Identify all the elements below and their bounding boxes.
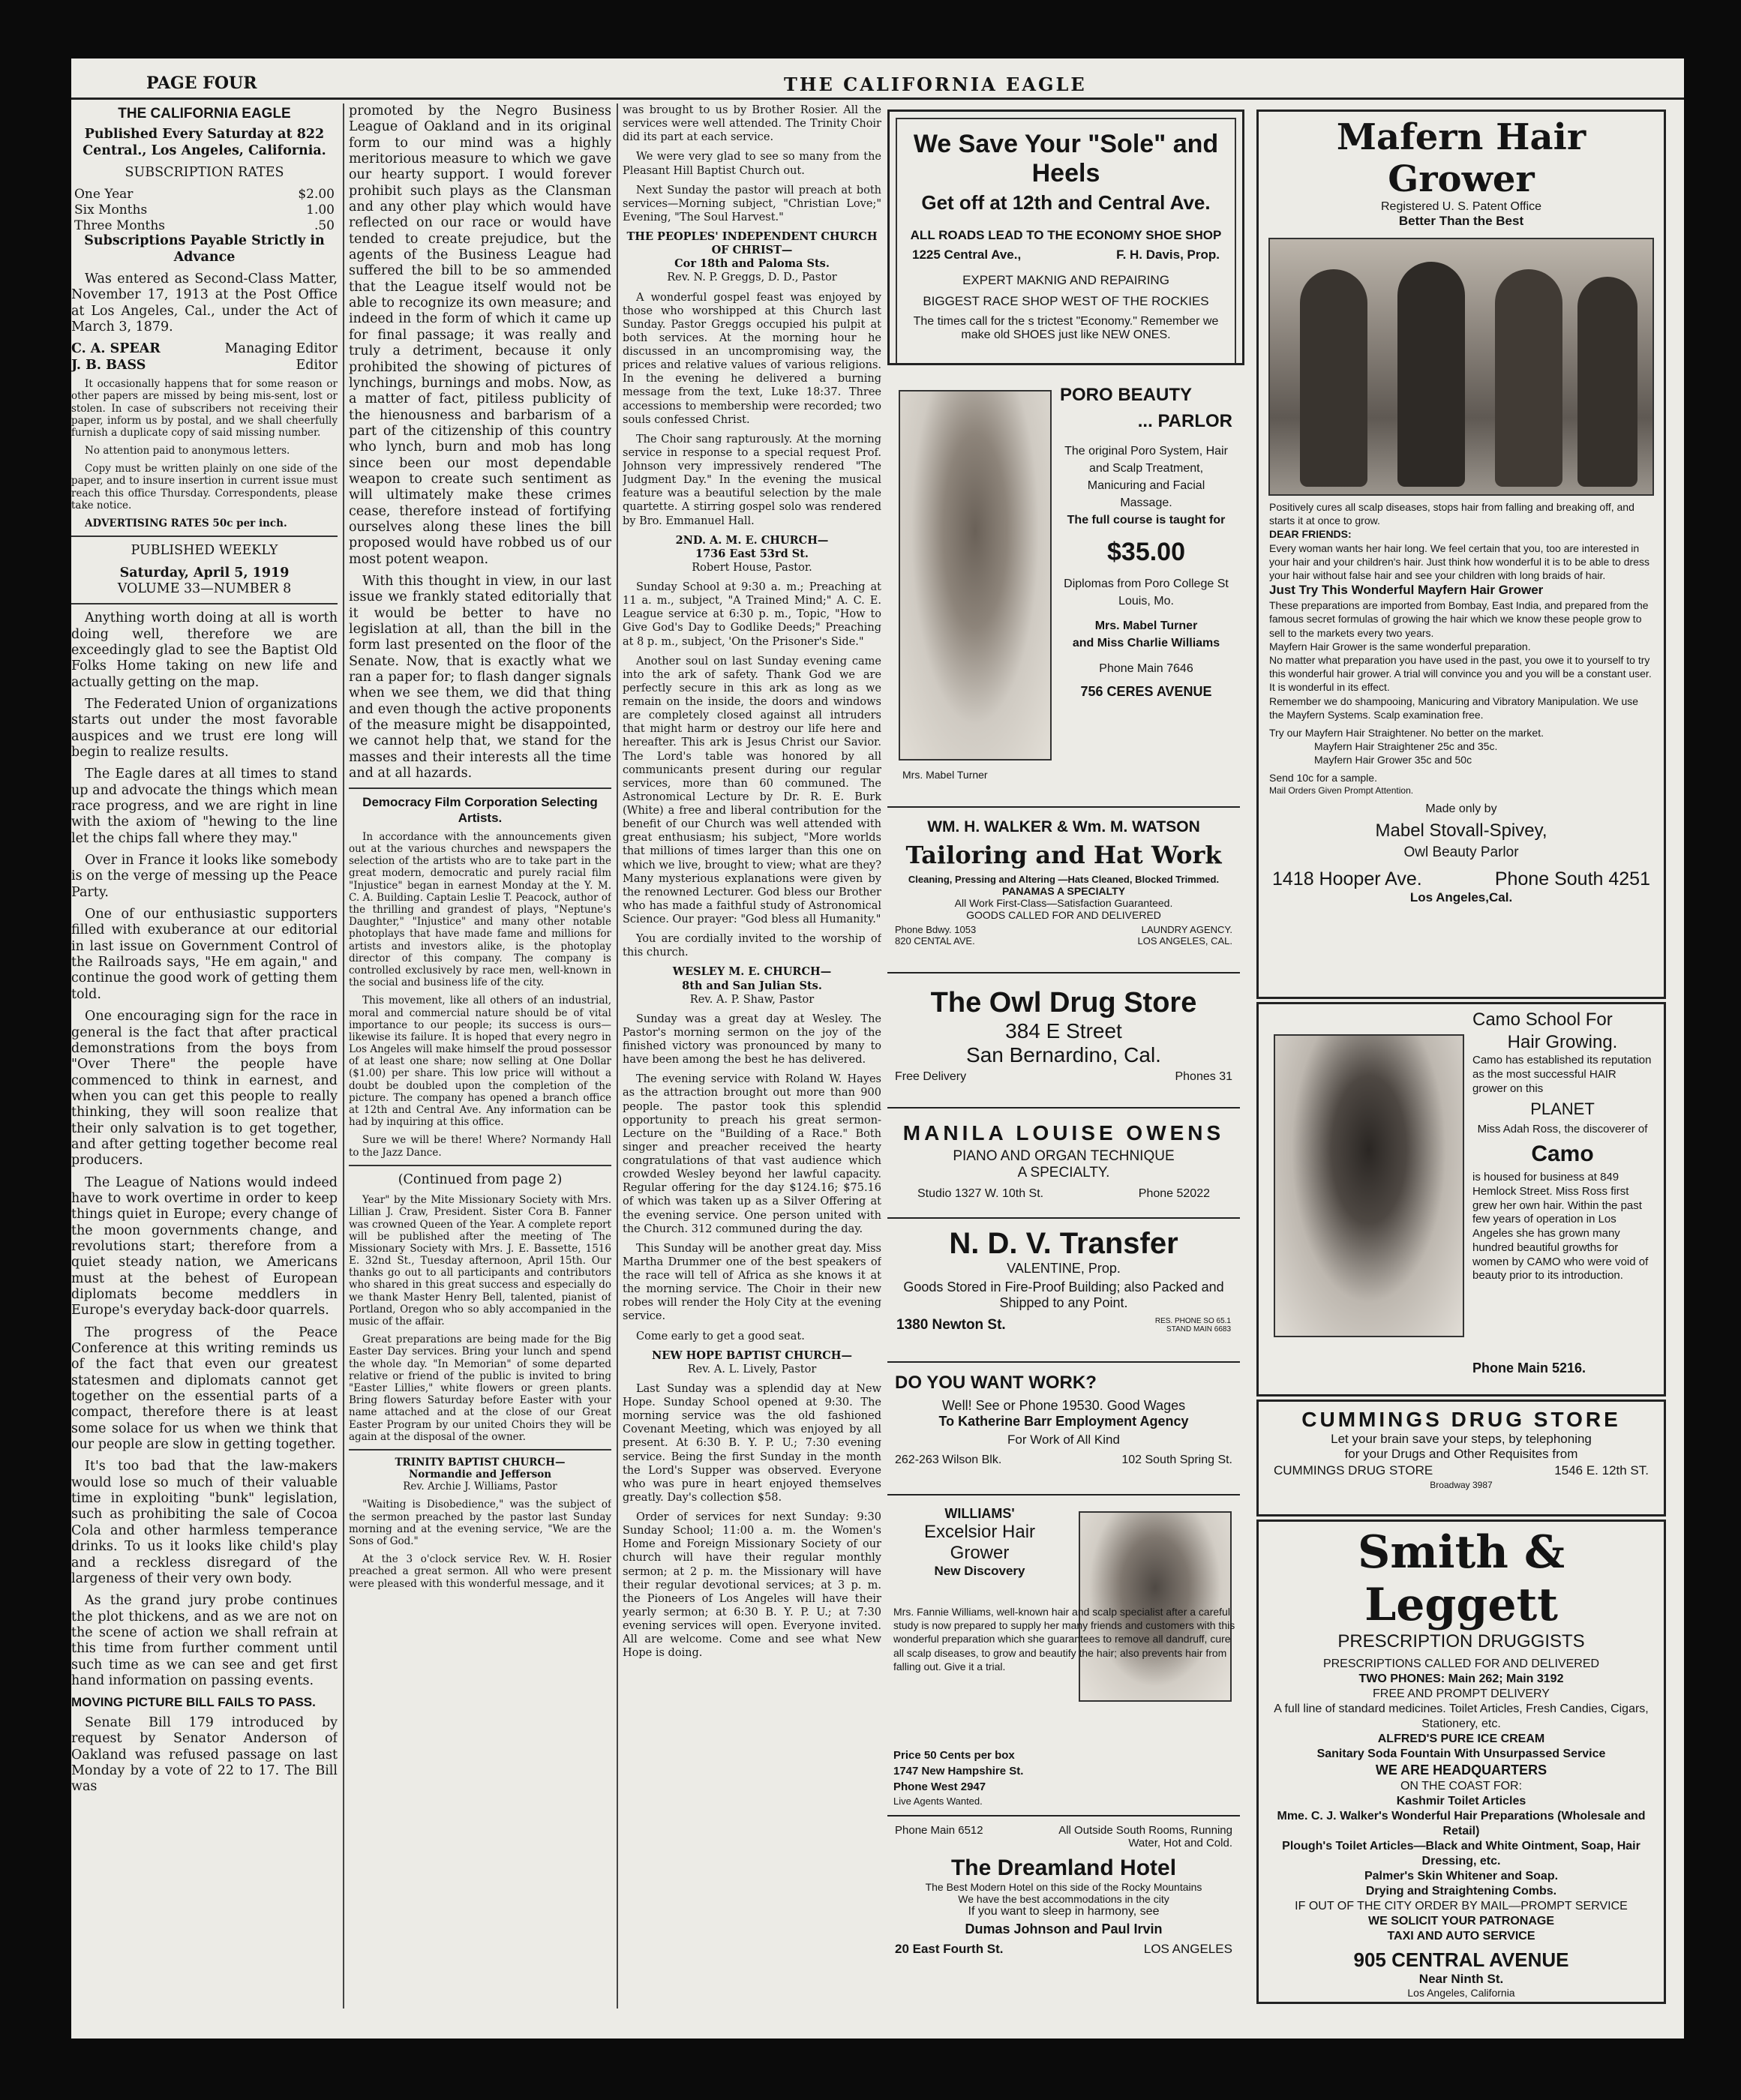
poro-diploma: Diplomas from Poro College St Louis, Mo. — [1064, 577, 1229, 608]
tailor-names: WM. H. WALKER & Wm. M. WATSON — [927, 818, 1200, 836]
ad-manila-owens — [887, 1112, 1240, 1219]
ad-employment — [887, 1366, 1240, 1496]
staff-managing: C. A. SPEAR Managing Editor — [71, 341, 338, 357]
notice-text: It occasionally happens that for some reason or other papers are missed by being mis-sent, lost or stolen. In case of subscribers not receiving their paper, inform us by postal, and we shall cheerfully furnish a duplicate copy of said missing number. — [71, 378, 338, 439]
smith-line: PRESCRIPTIONS CALLED FOR AND DELIVERED — [1322, 1658, 1600, 1670]
notice-anonymous: No attention paid to anonymous letters. — [85, 445, 290, 458]
church-paragraph: A wonderful gospel feast was enjoyed by those who worshipped at this Church last Sunday. Pastor Greggs occupied his pulpit at both services. At the morning hour he discussed in an uncompromising way, the prices and relative values of various religions. In the evening he delivered a burning message from the text, Luke 18:37. Three accessions to membership were recorded; two souls confessed Christ. — [623, 291, 881, 426]
mafern-paragraph: Send 10c for a sample. — [1269, 772, 1377, 784]
mafern-figure — [1577, 277, 1637, 487]
tailor-line: Cleaning, Pressing and Altering —Hats Cleaned, Blocked Trimmed. — [908, 874, 1220, 885]
editorial-paragraph: Anything worth doing at all is worth doing well, therefore we are exceedingly glad to see the Baptist Old Folks Home taking on new life and actually getting on the map. — [71, 610, 338, 690]
dreamland-line: If you want to sleep in harmony, see — [968, 1905, 1160, 1918]
poro-address: 756 CERES AVENUE — [1080, 683, 1212, 699]
owl-title: The Owl Drug Store — [930, 987, 1197, 1018]
cummings-line: for your Drugs and Other Requisites from — [1344, 1447, 1578, 1461]
payable-note: Subscriptions Payable Strictly in Advance — [84, 233, 325, 265]
mafern-made: Made only by — [1425, 802, 1497, 816]
ame-address: 1736 East 53rd St. — [695, 547, 809, 560]
smith-line: ON THE COAST FOR: — [1400, 1779, 1523, 1792]
published-line: Published Every Saturday at 822 Central., Los Angeles, California. — [83, 127, 326, 158]
smith-line: Plough's Toilet Articles—Black and White Ointment, Soap, Hair Dressing, etc. — [1282, 1839, 1640, 1868]
ad-camo-school — [1256, 1002, 1666, 1396]
tailor-line: All Work First-Class—Satisfaction Guaranteed. — [954, 897, 1173, 909]
camo-paragraph: is housed for business at 849 Hemlock Street. Miss Ross first grew her own hair. Within the past few years of operation in Los Angeles she has grown many hundred beautiful growths for women by CAMO who were void of beauty prior to its introduction. — [1472, 1171, 1649, 1282]
continued-paragraph: Year" by the Mite Missionary Society with Mrs. Lillian J. Craw, President. Sister Cora B. Fanner was crowned Queen of the Year. A complete report will be published after the meeting of The Missionary Society with Mrs. J. E. Bassette, 1516 E. 32nd St., Tuesday afternoon, April 15th. Our thanks go out to all participants and contributors who shared in this great success and especially do we thank Master Henry Bell, talented, pianist of Portland, Oregon who so ably accompanied in the music of the affair. — [349, 1194, 611, 1328]
mafern-photo — [1268, 238, 1654, 496]
paper-name: THE CALIFORNIA EAGLE — [784, 74, 1087, 95]
ame-pastor: Robert House, Pastor. — [692, 561, 812, 574]
camo-paragraph: Miss Adah Ross, the discoverer of — [1477, 1122, 1648, 1136]
ad-poro-beauty — [887, 368, 1240, 808]
peoples-address: Cor 18th and Paloma Sts. — [674, 257, 830, 271]
smith-line: A full line of standard medicines. Toilet Articles, Fresh Candies, Cigars, Stationery, etc. — [1274, 1702, 1649, 1730]
column-rule — [617, 104, 618, 2008]
shoe-headline: We Save Your "Sole" and Heels — [913, 130, 1219, 188]
williams-description: Mrs. Fannie Williams, well-known hair and scalp specialist after a careful study is now prepared to supply her many friends and customers with this wonderful preparation which she guarantees to remove all dandruff, cure all scalp diseases, to grow and beautify the hair; also prevents hair from falling out. Give it a trial. — [893, 1606, 1235, 1672]
dreamland-top: Phone Main 6512 All Outside South Rooms, Running Water, Hot and Cold. — [895, 1824, 1232, 1850]
williams-title: WILLIAMS' — [944, 1506, 1015, 1521]
church-paragraph: Order of services for next Sunday: 9:30 Sunday School; 11:00 a. m. the Women's Home and Foreign Missionary Society of our church will have their regular monthly sermon; at 2 p. m. the Missionary will have their regular devotional services; at 3 p. m. the Pioneers of Los Angeles will have their yearly sermon; at 6:30 B. Y. P. U.; at 7:30 evening services will open. Everyone invited. All are welcome. Come and see what New Hope is doing. — [623, 1511, 881, 1660]
ndv-line: Goods Stored in Fire-Proof Building; also Packed and Shipped to any Point. — [903, 1280, 1224, 1310]
church-paragraph: This Sunday will be another great day. Miss Martha Drummer one of the best speakers of the race will tell of Africa as she knows it at the morning service. The Choir in their new robes will render the Holy City at the evening service. — [623, 1242, 881, 1323]
smith-line: IF OUT OF THE CITY ORDER BY MAIL—PROMPT SERVICE — [1295, 1899, 1628, 1912]
church-paragraph: Sunday was a great day at Wesley. The Pastor's morning sermon on the joy of the finished victory was pronounced by many to have been among the best he has delivered. — [623, 1012, 881, 1066]
tailor-contact: Phone Bdwy. 1053 LAUNDRY AGENCY. — [895, 924, 1232, 935]
newspaper-page — [71, 58, 1684, 2038]
mafern-paragraph: Try our Mayfern Hair Straightener. No better on the market. — [1269, 726, 1544, 739]
smith-line: TWO PHONES: Main 262; Main 3192 — [1358, 1672, 1564, 1685]
poro-taught: The full course is taught for — [1067, 514, 1226, 527]
mafern-paragraph: Mayfern Hair Grower 35c and 50c — [1314, 754, 1472, 766]
poro-phone: Phone Main 7646 — [1099, 662, 1193, 675]
smith-line: Mme. C. J. Walker's Wonderful Hair Preparations (Wholesale and Retail) — [1277, 1809, 1646, 1838]
smith-line: Drying and Straightening Combs. — [1365, 1884, 1557, 1898]
dreamland-title: The Dreamland Hotel — [950, 1856, 1177, 1880]
shoe-address-row: 1225 Central Ave., F. H. Davis, Prop. — [912, 248, 1220, 262]
poro-portrait — [899, 390, 1052, 760]
rate-row: Three Months .50 — [74, 218, 335, 233]
mafern-title: Mafern Hair Grower — [1336, 116, 1586, 200]
smith-city: Los Angeles, California — [1407, 1986, 1515, 1999]
mafern-registered: Registered U. S. Patent Office — [1380, 200, 1542, 213]
trinity-heading: TRINITY BAPTIST CHURCH— — [395, 1456, 566, 1468]
smith-subtitle: PRESCRIPTION DRUGGISTS — [1337, 1631, 1585, 1652]
shoe-line: EXPERT MAKNIG AND REPAIRING — [962, 273, 1169, 287]
divider — [349, 1449, 611, 1450]
shoe-line: BIGGEST RACE SHOP WEST OF THE ROCKIES — [923, 294, 1209, 308]
trinity-address: Normandie and Jefferson — [408, 1468, 552, 1481]
newhope-pastor: Rev. A. L. Lively, Pastor — [687, 1363, 817, 1376]
mafern-maker: Mabel Stovall-Spivey, — [1375, 820, 1547, 842]
bill-paragraph: Senate Bill 179 introduced by request by Senator Anderson of Oakland was refused passage on last Monday by a vote of 22 to 17. The Bill was — [71, 1714, 338, 1795]
work-line: Well! See or Phone 19530. Good Wages — [941, 1398, 1186, 1413]
church-paragraph: was brought to us by Brother Rosier. All the services were well attended. The Trinity Choir did its part at each service. — [623, 104, 881, 144]
ndv-prop: VALENTINE, Prop. — [1007, 1261, 1121, 1276]
column-editorial — [71, 104, 338, 2024]
camo-title-2: Hair Growing. — [1507, 1032, 1618, 1052]
smith-line: TAXI AND AUTO SERVICE — [1387, 1929, 1535, 1942]
ndv-title: N. D. V. Transfer — [949, 1227, 1178, 1260]
column-rule — [343, 104, 344, 2008]
editorial-paragraph: The progress of the Peace Conference at this writing reminds us of the fact that even our greatest statesmen and diplomats cannot get together on the essential parts of a compact, therefore there is at least some solace for us when we think that our people are slow in getting together. — [71, 1324, 338, 1453]
mafern-contact: 1418 Hooper Ave. Phone South 4251 — [1272, 868, 1650, 890]
camo-planet: PLANET — [1530, 1100, 1595, 1119]
ad-tailoring — [887, 811, 1240, 974]
poro-title: PORO BEAUTY — [1060, 385, 1193, 405]
column-news — [349, 104, 611, 2024]
masthead — [71, 68, 1684, 100]
peoples-pastor: Rev. N. P. Greggs, D. D., Pastor — [667, 272, 837, 284]
mafern-figure — [1397, 262, 1465, 487]
ad-cummings-drug — [1256, 1400, 1666, 1516]
editorial-paragraph: It's too bad that the law-makers would lose so much of their valuable time in exploiting "bunk" legislation, such as prohibiting the sale of Cocoa Cola and other harmless temperance drinks. To us it looks like child's play and a reckless disregard of the largeness of their very own body. — [71, 1459, 338, 1586]
advertising-rates: ADVERTISING RATES 50c per inch. — [85, 518, 287, 530]
poro-description: The original Poro System, Hair and Scalp Treatment, Manicuring and Facial Massage. — [1064, 444, 1228, 510]
ad-shoe-shop — [887, 110, 1244, 365]
church-paragraph: Another soul on last Sunday evening came into the ark of safety. Thank God we are perfectly secure in this ark as long as we remain on the inside, the doors and windows are completely closed against all intruders that might harm or destroy our life here and hereafter. This ark is Jesus Christ our Savior. The Lord's table was honored by all communicants present during our regular services, more than 60 communed. The Astronomical Lecture by Dr. R. E. Burk (White) a free and liberal contribution for the benefit of our Church was well attended with great enthusiasm; his subject, "More worlds that millions of times larger than this one on which we live, brought to view; what are they? Many mysterious explanations were given by the renowned Lecturer. God bless our Brother who has made a faithful study of Astronomical Science. Our prayer: "God bless all Humanity." — [623, 655, 881, 926]
mafern-text — [1259, 500, 1664, 796]
continued-paragraph: Great preparations are being made for the Big Easter Day services. Bring your lunch and spend the whole day. "In Memorian" of some departed relative or friend of the public is invited to bring "Easter Lillies," white flowers or green plants. Bring flowers Saturday before Easter with your name attached and at the close of our Great Easter Program by our united Choirs they will be again at the disposal of the owner. — [349, 1334, 611, 1443]
ad-dreamland-hotel — [887, 1821, 1240, 1994]
poro-names-2: and Miss Charlie Williams — [1072, 637, 1220, 650]
dreamland-line: The Best Modern Hotel on this side of the Rocky Mountains — [925, 1881, 1202, 1893]
mafern-caption: Positively cures all scalp diseases, stops hair from falling and breaking off, and starts it at once to grow. — [1269, 501, 1634, 527]
williams-header — [893, 1506, 1066, 1579]
camo-text — [1472, 1009, 1652, 1283]
manila-name: MANILA LOUISE OWENS — [902, 1121, 1225, 1144]
smith-line: WE ARE HEADQUARTERS — [1375, 1762, 1547, 1778]
church-paragraph: Next Sunday the pastor will preach at both services—Morning subject, "Christian Love;" Evening, "The Soul Harvest." — [623, 184, 881, 224]
mafern-paragraph: Remember we do shampooing, Manicuring and Vibratory Manipulation. We use the Mayfern Systems. Scalp examination free. — [1269, 694, 1639, 721]
camo-paragraph: Camo has established its reputation as the most successful HAIR grower on this — [1472, 1054, 1652, 1095]
poro-price: $35.00 — [1107, 537, 1185, 566]
camo-portrait — [1274, 1034, 1464, 1337]
mafern-paragraph: No matter what preparation you have used in the past, you owe it to yourself to try this wonderful hair grower. A trial will convince you and you will be a constant user. It is wonderful in its effect. — [1269, 653, 1652, 694]
tailor-title: Tailoring and Hat Work — [905, 841, 1222, 869]
shoe-subhead: Get off at 12th and Central Ave. — [921, 191, 1211, 214]
tailor-contact-2: 820 CENTAL AVE. LOS ANGELES, CAL. — [895, 935, 1232, 946]
editorial-paragraph: The Federated Union of organizations starts out under the most favorable auspices and we trust ere long will begin to realize results. — [71, 696, 338, 760]
smith-title: Smith & Leggett — [1357, 1526, 1565, 1631]
mafern-parlor: Owl Beauty Parlor — [1403, 844, 1519, 861]
poro-text — [1060, 382, 1232, 701]
poro-title-2: ... PARLOR — [1137, 410, 1232, 431]
manila-contact: Studio 1327 W. 10th St. Phone 52022 — [917, 1187, 1210, 1200]
shoe-line: The times call for the s trictest "Economy." Remember we make old SHOES just like NEW ONES. — [913, 315, 1219, 341]
divider — [71, 536, 338, 537]
peoples-heading: THE PEOPLES' INDEPENDENT CHURCH OF CHRIST— — [626, 230, 878, 257]
trinity-pastor: Rev. Archie J. Williams, Pastor — [403, 1480, 557, 1493]
cummings-title: CUMMINGS DRUG STORE — [1301, 1408, 1621, 1431]
manila-line: PIANO AND ORGAN TECHNIQUE — [953, 1148, 1175, 1164]
newhope-heading: NEW HOPE BAPTIST CHURCH— — [652, 1348, 852, 1362]
cummings-line: Let your brain save your steps, by telephoning — [1331, 1432, 1592, 1446]
smith-line: ALFRED'S PURE ICE CREAM — [1377, 1732, 1545, 1745]
editorial-paragraph: The Eagle dares at all times to stand up and advocate the things which mean race progress, and we are right in line with the axiom of "hewing to the line let the chips fall where they may." — [71, 766, 338, 846]
tailor-line: GOODS CALLED FOR AND DELIVERED — [966, 909, 1161, 921]
smith-line: Palmer's Skin Whitener and Soap. — [1364, 1869, 1559, 1882]
film-headline: Democracy Film Corporation Selecting Artists. — [362, 795, 598, 826]
divider — [349, 788, 611, 789]
mafern-paragraph: Mail Orders Given Prompt Attention. — [1269, 784, 1414, 796]
cummings-phone: Broadway 3987 — [1430, 1480, 1493, 1490]
ame-heading: 2ND. A. M. E. CHURCH— — [675, 533, 829, 547]
trinity-paragraph: At the 3 o'clock service Rev. W. H. Rosier preached a great sermon. All who were present were pleased with this wonderful message, and it — [349, 1553, 611, 1590]
smith-line: WE SOLICIT YOUR PATRONAGE — [1367, 1914, 1554, 1928]
poro-names: Mrs. Mabel Turner — [1094, 620, 1198, 633]
work-line: For Work of All Kind — [1007, 1432, 1120, 1447]
editorial-paragraph: One encouraging sign for the race in general is the fact that after practical demonstrations from the boys from "Over There" the people have commenced to think in earnest, and when you can get this people to really thinking, they will soon realize that their only salvation is to get together, and after getting together become real producers. — [71, 1009, 338, 1168]
mafern-paragraph: These preparations are imported from Bombay, East India, and prepared from the famous secret formulas of growing the hair which we know these people grow to sell to the markets every two years. — [1269, 599, 1649, 639]
owl-contact: Free Delivery Phones 31 — [895, 1070, 1232, 1083]
tailor-line: PANAMAS A SPECIALTY — [1001, 885, 1126, 897]
volume-number: VOLUME 33—NUMBER 8 — [117, 580, 292, 596]
smith-line: Sanitary Soda Fountain With Unsurpassed Service — [1316, 1748, 1606, 1760]
mafern-figure — [1300, 269, 1367, 487]
mafern-paragraph: Mayfern Hair Grower is the same wonderful preparation. — [1269, 640, 1531, 652]
page-label: PAGE FOUR — [146, 74, 257, 93]
williams-title-3: New Discovery — [934, 1564, 1025, 1578]
editorial-paragraph: Over in France it looks like somebody is on the verge of messing up the Peace Party. — [71, 853, 338, 900]
wesley-pastor: Rev. A. P. Shaw, Pastor — [689, 993, 815, 1006]
owl-city: San Bernardino, Cal. — [966, 1043, 1161, 1066]
cummings-contact: CUMMINGS DRUG STORE 1546 E. 12th ST. — [1274, 1463, 1649, 1478]
editorial-paragraph: As the grand jury probe continues the plot thickens, and as we are not on the scene of action we shall refrain at this time from further comment until such time as we can see and get first hand information on passing events. — [71, 1593, 338, 1688]
rate-row: One Year $2.00 — [74, 187, 335, 202]
williams-title-2: Excelsior Hair Grower — [923, 1522, 1036, 1563]
church-paragraph: Come early to get a good seat. — [636, 1330, 805, 1342]
work-contact: 262-263 Wilson Blk. 102 South Spring St. — [895, 1454, 1232, 1466]
smith-address: 905 CENTRAL AVENUE — [1353, 1948, 1569, 1971]
work-title: DO YOU WANT WORK? — [895, 1372, 1097, 1393]
ad-mafern-hair — [1256, 110, 1666, 999]
divider — [71, 603, 338, 604]
smith-near: Near Ninth St. — [1418, 1971, 1504, 1986]
dreamland-line: We have the best accommodations in the city — [958, 1893, 1169, 1905]
mafern-city: Los Angeles,Cal. — [1409, 890, 1513, 905]
mafern-better: Better Than the Best — [1398, 214, 1524, 228]
camo-phone: Phone Main 5216. — [1472, 1360, 1586, 1376]
trinity-paragraph: "Waiting is Disobedience," was the subject of the sermon preached by the pastor last Sunday morning and at the evening service, "We are the Sons of God." — [349, 1498, 611, 1547]
published-weekly: PUBLISHED WEEKLY — [131, 543, 278, 559]
film-paragraph: In accordance with the announcements given out at the various churches and newspapers the selection of the artists who are to take part in the great modern, democratic and purely racial film "Injustice" began in earnest Monday at the Y. M. C. A. Building. Captain Leslie T. Peacock, author of the thrilling and grandest of plays, "Neptune's Daughter," "Injustice" and many other notable photoplays that have made fame and millions for artists and investors alike, is the photoplay director of this company. The company is controlled exclusively by race men, well-known in the social and business life of the city. — [349, 830, 611, 989]
editorial-paragraph: One of our enthusiastic supporters filled with exuberance at our editorial in last issue on Government Control of the Railroads says, "He em again," and continue the good work of getting them told. — [71, 907, 338, 1002]
film-paragraph: Sure we will be there! Where? Normandy Hall to the Jazz Dance. — [349, 1134, 611, 1159]
rate-row: Six Months 1.00 — [74, 202, 335, 218]
bill-headline: MOVING PICTURE BILL FAILS TO PASS. — [71, 1695, 316, 1710]
wesley-heading: WESLEY M. E. CHURCH— — [672, 965, 832, 979]
camo-title: Camo School For — [1472, 1010, 1613, 1030]
smith-line: FREE AND PROMPT DELIVERY — [1373, 1688, 1550, 1700]
bill-paragraph-2: With this thought in view, in our last issue we frankly stated editorially that it would be better to have no legislation at all, than the bill in the form last presented on the floor of the Senate. Now, that is exactly what we ran a paper for; to flash danger signals when we see them, we did that thing and even though the active proponents of the measure might be disappointed, we cannot help that, we stand for the masses and their interests all the time and at all hazards. — [349, 573, 611, 782]
subscription-heading: SUBSCRIPTION RATES — [125, 164, 284, 180]
editorial-paragraph: The League of Nations would indeed have to work overtime in order to keep things quiet in Europe; every change of the moon governments change, and revolutions start; therefore from a quiet steady nation, we Americans must at the behest of European diplomats become meddlers in Europe's everyday back-door quarrels. — [71, 1174, 338, 1318]
mafern-figure — [1495, 269, 1562, 487]
dreamland-names: Dumas Johnson and Paul Irvin — [965, 1922, 1163, 1936]
church-paragraph: The Choir sang rapturously. At the morning service in response to a special request Prof. Johnson very impressively rendered "The Judgment Day." In the evening the musical feature was a beautiful selection by the male quartette. A stirring gospel solo was rendered by Bro. Emmanuel Hall. — [623, 433, 881, 527]
shoe-line: ALL ROADS LEAD TO THE ECONOMY SHOE SHOP — [910, 228, 1222, 242]
manila-line: A SPECIALTY. — [1017, 1165, 1110, 1180]
church-paragraph: Sunday School at 9:30 a. m.; Preaching at 11 a. m., subject, "A Trained Mind;" A. C. E. League service at 6:30 p. m., Topic, "How to Give God's Day to Godlike Deeds;" Preaching at 8 p. m., subject, 'On the Prisoner's Side." — [623, 581, 881, 648]
mafern-try: Just Try This Wonderful Mayfern Hair Grower — [1269, 583, 1544, 598]
rates-table — [71, 187, 338, 233]
film-paragraph: This movement, like all others of an industrial, moral and commercial nature should be of vital importance to our people; its success is ours—likewise its failure. It is hoped that every negro in Los Angeles will make himself the proud possessor of at least one share; now selling at One Dollar ($1.00) per share. This low price will without a doubt be doubled upon the completion of the picture. The company has opened a branch office at 12th and Central Ave. Any information can be had by inquiring at this office. — [349, 994, 611, 1129]
mafern-paragraph: Mayfern Hair Straightener 25c and 35c. — [1314, 740, 1498, 753]
mafern-dear: DEAR FRIENDS: — [1269, 528, 1352, 541]
dreamland-address: 20 East Fourth St. LOS ANGELES — [895, 1942, 1232, 1956]
church-paragraph: You are cordially invited to the worship of this church. — [623, 933, 881, 959]
column-churches — [623, 104, 881, 2024]
issue-date: Saturday, April 5, 1919 — [119, 565, 290, 580]
church-paragraph: The evening service with Roland W. Hayes as the attraction brought out more than 900 people. The pastor took this splendid opportunity to preach his great sermon-Lecture on the "Building of a Race." Both singer and preacher received the hearty congratulations of that vast audience which crowded Wesley beyond her lawful capacity. Regular offering for the day $124.16; $75.16 of which was taken up as a Silver Offering at the evening service. One person united with the Church. 312 communed during the day. — [623, 1073, 881, 1235]
church-paragraph: We were very glad to see so many from the Pleasant Hill Baptist Church out. — [623, 151, 881, 177]
camo-name: Camo — [1531, 1141, 1594, 1166]
ad-shoe-inner — [896, 118, 1236, 365]
williams-contact: Price 50 Cents per box 1747 New Hampshire St. Phone West 2947 Live Agents Wanted. — [893, 1749, 1024, 1807]
poro-caption: Mrs. Mabel Turner — [902, 769, 988, 781]
church-paragraph: Last Sunday was a splendid day at New Hope. Sunday School opened at 9:30. The morning service was the old fashioned Covenant Meeting, which was enjoyed by all present. At 6:30 B. Y. P. U.; 7:30 evening service. Being the first Sunday in the month the Lord's Supper was observed. Everyone who was pure in heart enjoyed themselves greatly. Day's collection $58. — [623, 1382, 881, 1504]
owl-address: 384 E Street — [1005, 1019, 1122, 1042]
ad-smith-leggett — [1256, 1520, 1666, 2004]
mafern-paragraph: Every woman wants her hair long. We feel certain that you, too are interested in your hair and your children's hair. Just think how wonderful it is to be able to dress your hair without false hair and see your children with long braids of hair. — [1269, 542, 1649, 581]
notice-copy: Copy must be written plainly on one side of the paper, and to insure insertion in current issue must reach this office Thursday. Correspondents, please take notice. — [71, 463, 338, 512]
paper-title: THE CALIFORNIA EAGLE — [118, 106, 291, 122]
ad-owl-drug — [887, 980, 1240, 1108]
smith-text — [1259, 1652, 1664, 1948]
ad-williams-hair — [887, 1500, 1240, 1816]
bill-continued: promoted by the Negro Business League of Oakland and in its original form to our mind was a highly meritorious measure to which we gave our hearty support. I would forever prohibit such plays as the Clansman and any other play which would have reflected on our race or would have tended to create prejudice, but the agents of the Business League had suffered the bill to be so ammended that the League itself would not be able to recognize its own measure; and indeed in the form of which it came up for final passage; it was really and truly a detriment, because it only prohibited the showing of pictures of lynchings, burnings and mobs. Now, as a matter of fact, pitiless publicity of the hienousness and barbarism of a part of the citizenship of this country who lynch, burn and mob has long since been our most dependable weapon to create such sentiment as will ultimately make these crimes cease, therefore instead of fortifying ourselves along these lines the bill proposed would have robbed us of our most potent weapon. — [349, 104, 611, 567]
work-agency: To Katherine Barr Employment Agency — [938, 1414, 1189, 1429]
ndv-contact: 1380 Newton St. RES. PHONE SO 65.1 STAND MAIN 6683 — [896, 1317, 1231, 1334]
smith-line: Kashmir Toilet Articles — [1396, 1794, 1526, 1808]
staff-editor: J. B. BASS Editor — [71, 357, 338, 373]
ad-ndv-transfer — [887, 1222, 1240, 1363]
divider — [349, 1165, 611, 1166]
continued-heading: (Continued from page 2) — [398, 1172, 563, 1187]
entry-note: Was entered as Second-Class Matter, November 17, 1913 at the Post Office at Los Angeles, Cal., under the Act of March 3, 1879. — [71, 272, 338, 335]
wesley-address: 8th and San Julian Sts. — [682, 979, 822, 992]
